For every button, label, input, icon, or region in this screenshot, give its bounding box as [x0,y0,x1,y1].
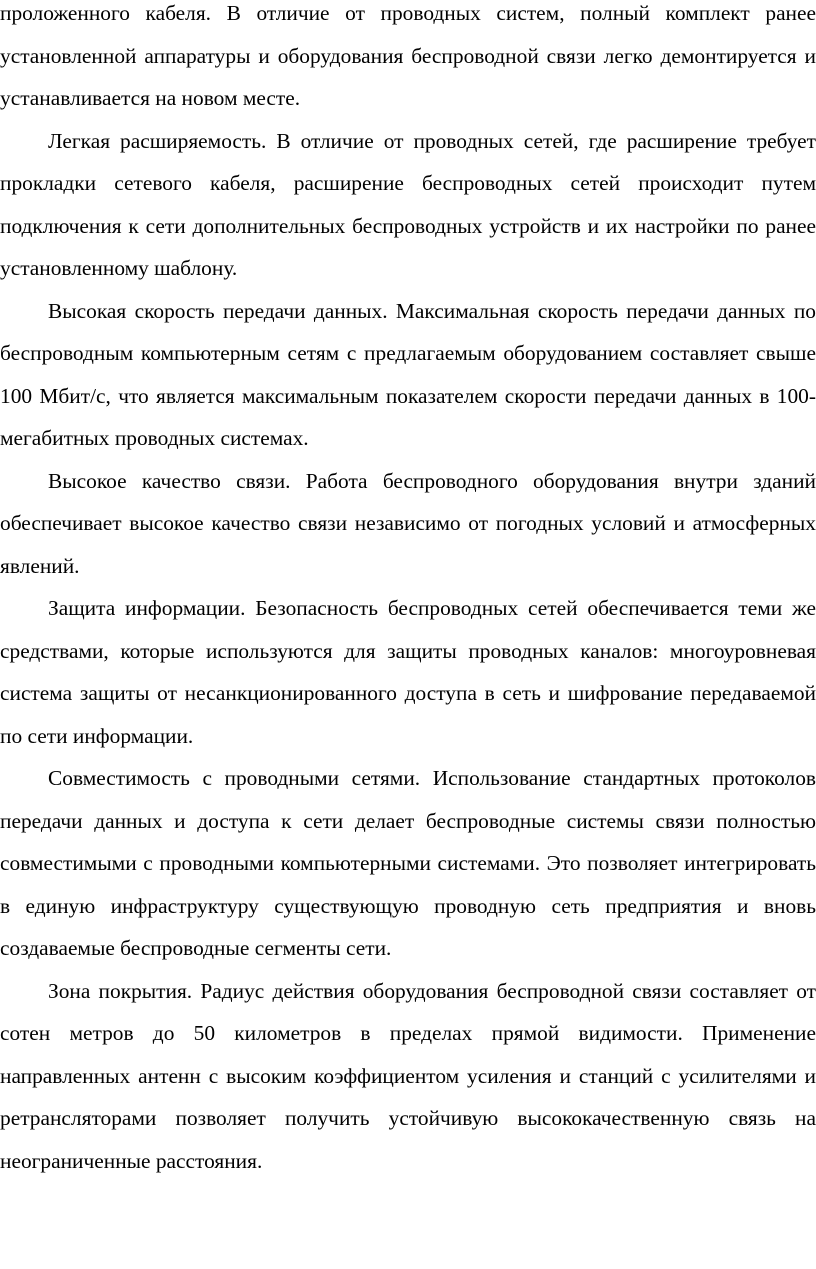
paragraph-wired-compatibility: Совместимость с проводными сетями. Использование стандартных протоколов передачи данных и доступа к сети делает беспроводные системы связи полностью совместимыми с проводными компьютерными системами. Это позволяет интегрировать в единую инфраструктуру существующую проводную сеть предприятия и вновь создаваемые беспроводные сегменты сети. [0,766,816,960]
paragraph-high-quality: Высокое качество связи. Работа беспроводного оборудования внутри зданий обеспечивает высокое качество связи независимо от погодных условий и атмосферных явлений. [0,468,816,578]
paragraph-high-data-rate: Высокая скорость передачи данных. Максимальная скорость передачи данных по беспроводным компьютерным сетям с предлагаемым оборудованием составляет свыше 100 Мбит/с, что является максимальным показателем скорости передачи данных в 100- мегабитных проводных системах. [0,298,816,450]
paragraph-continuation: проложенного кабеля. В отличие от проводных систем, полный комплект ранее установленной аппаратуры и оборудования беспроводной связи легко демонтируется и устанавливается на новом месте. [0,1,816,110]
paragraph-easy-scalability: Легкая расширяемость. В отличие от проводных сетей, где расширение требует прокладки сетевого кабеля, расширение беспроводных сетей происходит путем подключения к сети дополнительных беспроводных устройств и их настройки по ранее установленному шаблону. [0,128,816,280]
paragraph-information-security: Защита информации. Безопасность беспроводных сетей обеспечивается теми же средствами, которые используются для защиты проводных каналов: многоуровневая система защиты от несанкционированного доступа в сеть и шифрование передаваемой по сети информации. [0,596,816,748]
paragraph-coverage-zone: Зона покрытия. Радиус действия оборудования беспроводной связи составляет от сотен метров до 50 километров в пределах прямой видимости. Применение направленных антенн с высоким коэффициентом усиления и станций с усилителями и ретрансляторами позволяет получить устойчивую высококачественную связь на неограниченные расстояния. [0,978,816,1173]
